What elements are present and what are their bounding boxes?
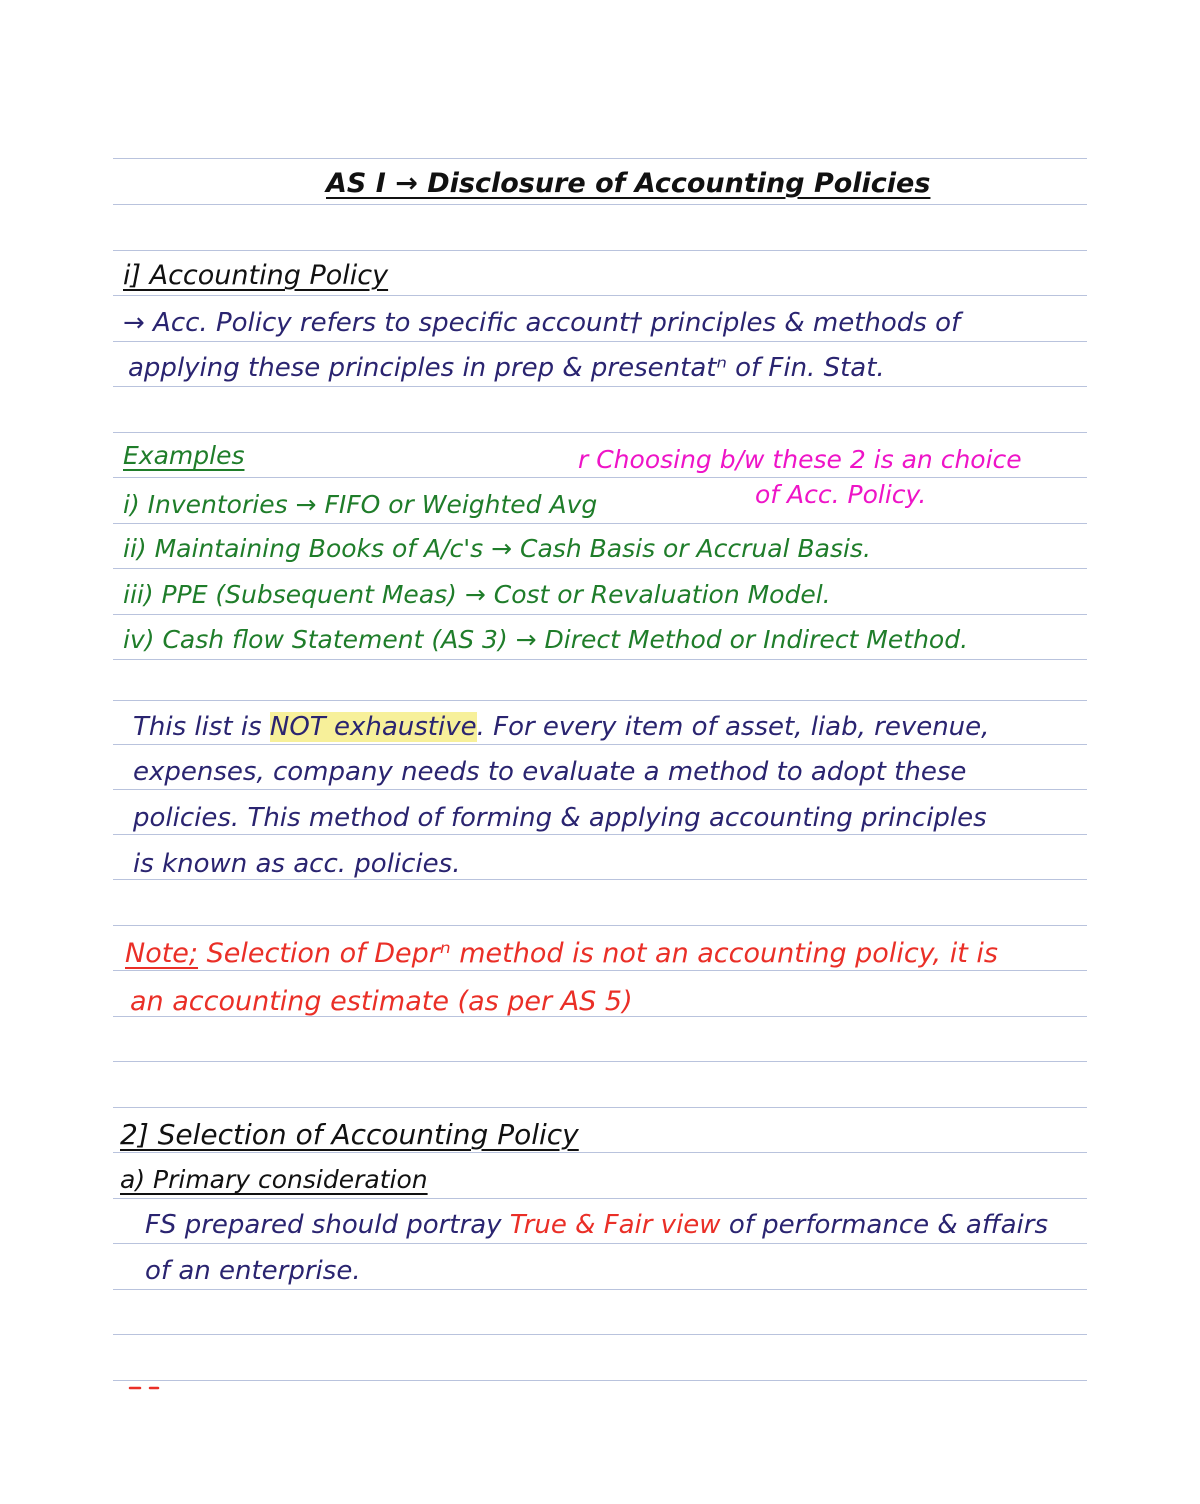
note-label: Note; xyxy=(125,938,199,969)
ruled-line xyxy=(113,1107,1087,1108)
ruled-line xyxy=(113,477,1087,478)
definition-line-2: applying these principles in prep & presentatⁿ of Fin. Stat. xyxy=(128,353,885,383)
ruled-line xyxy=(113,1061,1087,1062)
section-heading-accounting-policy: i] Accounting Policy xyxy=(123,260,389,291)
example-item: iii) PPE (Subsequent Meas) → Cost or Revaluation Model. xyxy=(123,580,831,609)
paragraph-text: This list is xyxy=(133,712,262,742)
note-line-2: an accounting estimate (as per AS 5) xyxy=(130,986,633,1017)
ruled-line xyxy=(113,341,1087,342)
ruled-line xyxy=(113,295,1087,296)
note-line-1 xyxy=(125,938,998,969)
paragraph-text: . For every item of asset, liab, revenue, xyxy=(476,712,990,742)
example-item: iv) Cash flow Statement (AS 3) → Direct Method or Indirect Method. xyxy=(123,625,969,654)
paragraph-line-2: expenses, company needs to evaluate a method to adopt these xyxy=(133,757,967,787)
ruled-line xyxy=(113,744,1087,745)
consideration-line-1 xyxy=(145,1210,1048,1240)
paragraph-line-3: policies. This method of forming & applying accounting principles xyxy=(133,803,987,833)
sub-heading-primary-consideration: a) Primary consideration xyxy=(120,1165,428,1194)
ruled-line xyxy=(113,700,1087,701)
examples-side-note-line-1: r Choosing b/w these 2 is an choice xyxy=(578,445,1022,474)
examples-side-note-line-2: of Acc. Policy. xyxy=(755,480,927,509)
ruled-line xyxy=(113,614,1087,615)
note-text: Selection of Deprⁿ method is not an accounting policy, it is xyxy=(206,938,998,969)
section-heading-selection: 2] Selection of Accounting Policy xyxy=(120,1118,579,1151)
ruled-line xyxy=(113,1152,1087,1153)
consideration-text: of performance & affairs xyxy=(728,1210,1049,1240)
paragraph-line-4: is known as acc. policies. xyxy=(133,849,461,879)
ruled-line xyxy=(113,659,1087,660)
ruled-line xyxy=(113,1334,1087,1335)
consideration-text: FS prepared should portray xyxy=(145,1210,502,1240)
ruled-line xyxy=(113,250,1087,251)
ruled-line xyxy=(113,523,1087,524)
true-fair-view-text: True & Fair view xyxy=(509,1210,721,1240)
ruled-line xyxy=(113,568,1087,569)
ruled-line xyxy=(113,204,1087,205)
ruled-line xyxy=(113,158,1087,159)
ruled-line xyxy=(113,879,1087,880)
ruled-line xyxy=(113,1289,1087,1290)
pen-mark-icon xyxy=(128,1384,168,1392)
page-title: AS I → Disclosure of Accounting Policies xyxy=(326,168,931,199)
ruled-line xyxy=(113,386,1087,387)
example-item: i) Inventories → FIFO or Weighted Avg xyxy=(123,490,598,519)
ruled-line xyxy=(113,1198,1087,1199)
examples-heading: Examples xyxy=(123,441,245,470)
highlighted-text: NOT exhaustive xyxy=(269,712,477,742)
paragraph-line-1 xyxy=(133,712,989,742)
ruled-line xyxy=(113,925,1087,926)
ruled-line xyxy=(113,970,1087,971)
ruled-line xyxy=(113,1380,1087,1381)
ruled-line xyxy=(113,789,1087,790)
ruled-line xyxy=(113,834,1087,835)
ruled-line xyxy=(113,1243,1087,1244)
ruled-line xyxy=(113,432,1087,433)
example-item: ii) Maintaining Books of A/c's → Cash Basis or Accrual Basis. xyxy=(123,534,871,563)
consideration-line-2: of an enterprise. xyxy=(145,1256,361,1286)
definition-line-1: → Acc. Policy refers to specific account† principles & methods of xyxy=(123,308,961,338)
